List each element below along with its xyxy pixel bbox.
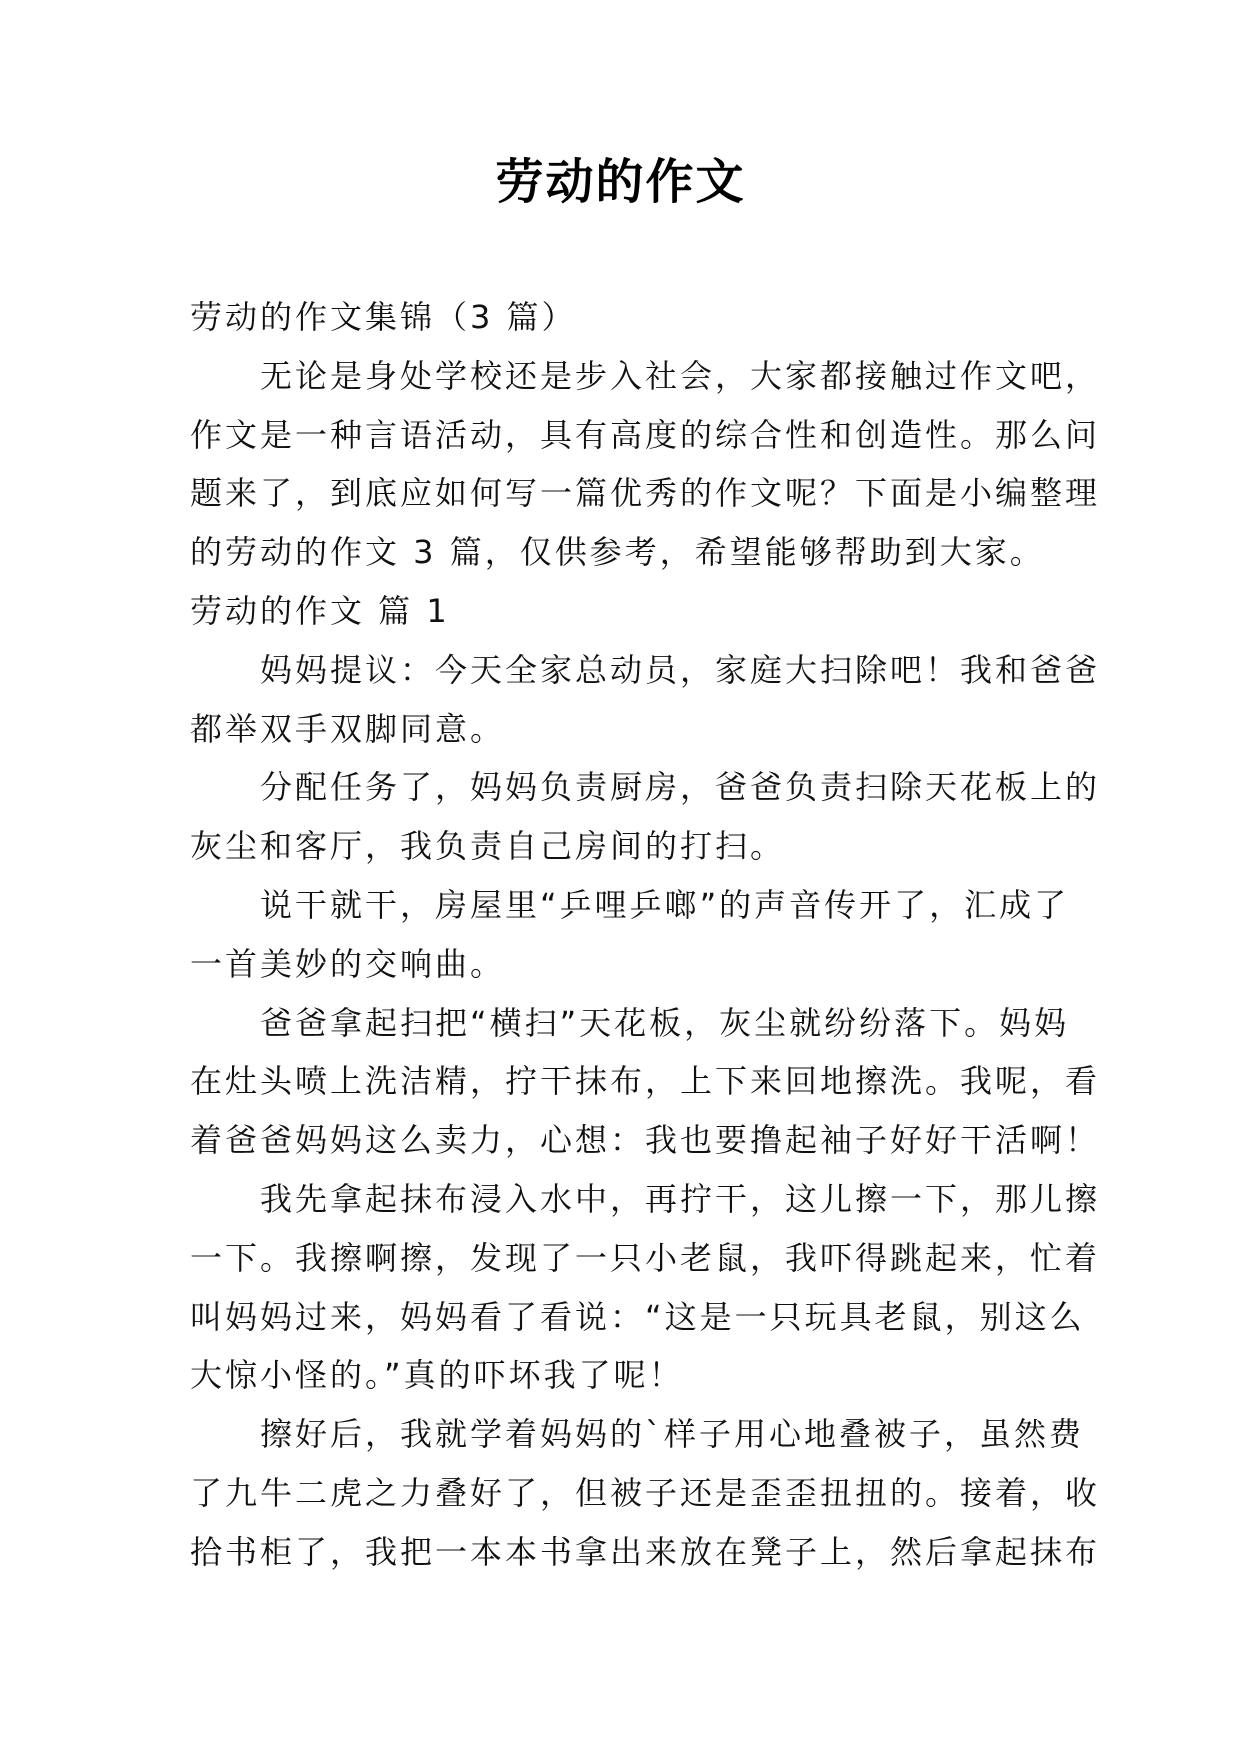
text-line: 着爸爸妈妈这么卖力，心想：我也要撸起袖子好好干活啊！ [190,1121,1101,1160]
text-line: 灰尘和客厅，我负责自己房间的打扫。 [190,827,786,866]
text-line: 说干就干，房屋里“乒哩乒啷”的声音传开了，汇成了 [260,885,1070,924]
text-line: 都举双手双脚同意。 [190,709,506,748]
text-line: 一首美妙的交响曲。 [190,944,506,983]
text-line: 的劳动的作文 3 篇，仅供参考，希望能够帮助到大家。 [190,533,1045,572]
text-line: 拾书柜了，我把一本本书拿出来放在凳子上，然后拿起抹布 [190,1532,1101,1571]
text-line: 妈妈提议：今天全家总动员，家庭大扫除吧！我和爸爸 [260,650,1101,689]
document-title: 劳动的作文 [495,154,746,210]
text-line: 劳动的作文 篇 1 [190,591,450,630]
text-line: 大惊小怪的。”真的吓坏我了呢！ [190,1356,684,1395]
document-body [190,288,1101,1582]
text-line: 了九牛二虎之力叠好了，但被子还是歪歪扭扭的。接着，收 [190,1473,1101,1512]
text-line: 在灶头喷上洗洁精，拧干抹布，上下来回地擦洗。我呢，看 [190,1062,1101,1101]
text-line: 叫妈妈过来，妈妈看了看说：“这是一只玩具老鼠，别这么 [190,1297,1085,1336]
text-line: 劳动的作文集锦（3 篇） [190,298,577,336]
text-line: 擦好后，我就学着妈妈的`样子用心地叠被子，虽然费 [260,1415,1085,1454]
text-line: 题来了，到底应如何写一篇优秀的作文呢？下面是小编整理 [190,474,1101,513]
text-line: 我先拿起抹布浸入水中，再拧干，这儿擦一下，那儿擦 [260,1179,1101,1218]
text-line: 作文是一种言语活动，具有高度的综合性和创造性。那么问 [190,415,1101,454]
text-line: 无论是身处学校还是步入社会，大家都接触过作文吧， [260,356,1101,395]
text-line: 分配任务了，妈妈负责厨房，爸爸负责扫除天花板上的 [260,768,1101,807]
text-line: 一下。我擦啊擦，发现了一只小老鼠，我吓得跳起来，忙着 [190,1238,1101,1277]
text-line: 爸爸拿起扫把“横扫”天花板，灰尘就纷纷落下。妈妈 [260,1003,1070,1042]
